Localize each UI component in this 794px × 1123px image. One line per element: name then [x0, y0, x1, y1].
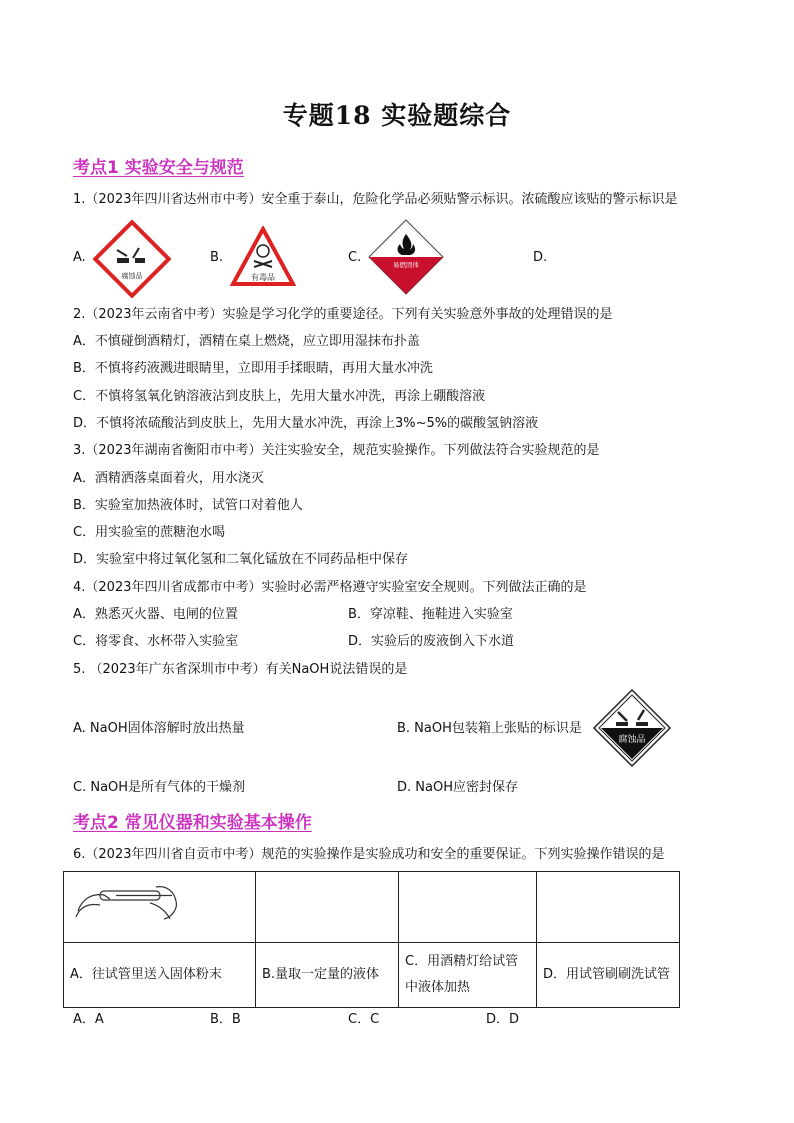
q5-option-c[interactable]: C. NaOH是所有气体的干燥剂	[73, 780, 246, 795]
q6-image-cell-b	[256, 872, 399, 943]
section-heading-1: 考点1 实验安全与规范	[73, 158, 244, 178]
q2-option-d[interactable]: D．不慎将浓硫酸沾到皮肤上，先用大量水冲洗，再涂上3%~5%的碳酸氢钠溶液	[73, 416, 539, 431]
question-2-stem: 2.（2023年云南省中考）实验是学习化学的重要途径。下列有关实验意外事故的处理错误的是	[73, 307, 613, 322]
q2-option-c[interactable]: C．不慎将氢氧化钠溶液沾到皮肤上，先用大量水冲洗，再涂上硼酸溶液	[73, 389, 486, 404]
q4-option-a[interactable]: A．熟悉灭火器、电闸的位置	[73, 607, 238, 622]
q6-cell-c: C．用酒精灯给试管中液体加热	[399, 943, 537, 1008]
q1-option-d[interactable]: D.	[533, 250, 548, 265]
question-5-stem: 5. （2023年广东省深圳市中考）有关NaOH说法错误的是	[73, 662, 408, 677]
sign-b-label: 有毒品	[251, 273, 275, 282]
page-title: 专题18 实验题综合	[282, 101, 512, 130]
flammable-solid-sign-icon	[367, 218, 445, 296]
q5-option-a[interactable]: A. NaOH固体溶解时放出热量	[73, 721, 245, 736]
q6-option-c[interactable]: C．C	[348, 1012, 380, 1027]
q6-cell-a: A．往试管里送入固体粉末	[64, 943, 256, 1008]
q6-option-a[interactable]: A．A	[73, 1012, 104, 1027]
q6-cell-b: B.量取一定量的液体	[256, 943, 399, 1008]
q5-option-b[interactable]: B. NaOH包装箱上张贴的标识是	[397, 721, 582, 736]
question-3-stem: 3.（2023年湖南省衡阳市中考）关注实验安全，规范实验操作。下列做法符合实验规范的是	[73, 443, 600, 458]
q4-option-d[interactable]: D．实验后的废液倒入下水道	[348, 634, 515, 649]
q2-option-b[interactable]: B．不慎将药液溅进眼睛里，立即用手揉眼睛，再用大量水冲洗	[73, 361, 433, 376]
q1-option-a[interactable]: A.	[73, 250, 86, 265]
q1-option-b[interactable]: B.	[210, 250, 224, 265]
q6-image-cell-a	[64, 872, 256, 943]
q6-option-b[interactable]: B．B	[210, 1012, 241, 1027]
q5-sign-label: 腐蚀品	[618, 735, 646, 745]
q6-image-cell-c	[399, 872, 537, 943]
q5-option-d[interactable]: D. NaOH应密封保存	[397, 780, 518, 795]
q3-option-c[interactable]: C．用实验室的蔗糖泡水喝	[73, 525, 226, 540]
test-tube-powder-illustration	[70, 877, 182, 927]
section-heading-2: 考点2 常见仪器和实验基本操作	[73, 813, 312, 833]
q6-option-d[interactable]: D．D	[486, 1012, 520, 1027]
question-4-stem: 4.（2023年四川省成都市中考）实验时必需严格遵守实验室安全规则。下列做法正确的是	[73, 580, 587, 595]
sign-a-label: 腐蚀品	[121, 272, 143, 280]
q4-option-b[interactable]: B．穿凉鞋、拖鞋进入实验室	[348, 607, 513, 622]
q3-option-d[interactable]: D．实验室中将过氧化氢和二氧化锰放在不同药品柜中保存	[73, 552, 409, 567]
q3-option-a[interactable]: A．酒精洒落桌面着火，用水浇灭	[73, 471, 264, 486]
naoh-corrosive-sign-icon	[592, 688, 672, 768]
toxic-sign-icon	[230, 226, 296, 288]
q4-option-c[interactable]: C．将零食、水杯带入实验室	[73, 634, 239, 649]
q6-image-cell-d	[537, 872, 680, 943]
corrosive-sign-icon	[93, 220, 171, 298]
q3-option-b[interactable]: B．实验室加热液体时，试管口对着他人	[73, 498, 303, 513]
question-6-stem: 6.（2023年四川省自贡市中考）规范的实验操作是实验成功和安全的重要保证。下列实验操作错误的是	[73, 847, 665, 862]
question-1-stem: 1.（2023年四川省达州市中考）安全重于泰山，危险化学品必须贴警示标识。浓硫酸应该贴的警示标识是	[73, 192, 678, 207]
q1-option-c[interactable]: C.	[348, 250, 362, 265]
sign-c-label: 易燃固体	[393, 261, 419, 269]
q2-option-a[interactable]: A．不慎碰倒酒精灯，酒精在桌上燃烧，应立即用湿抹布扑盖	[73, 334, 420, 349]
q6-options-table	[63, 871, 680, 1008]
q6-cell-d: D．用试管刷刷洗试管	[537, 943, 680, 1008]
